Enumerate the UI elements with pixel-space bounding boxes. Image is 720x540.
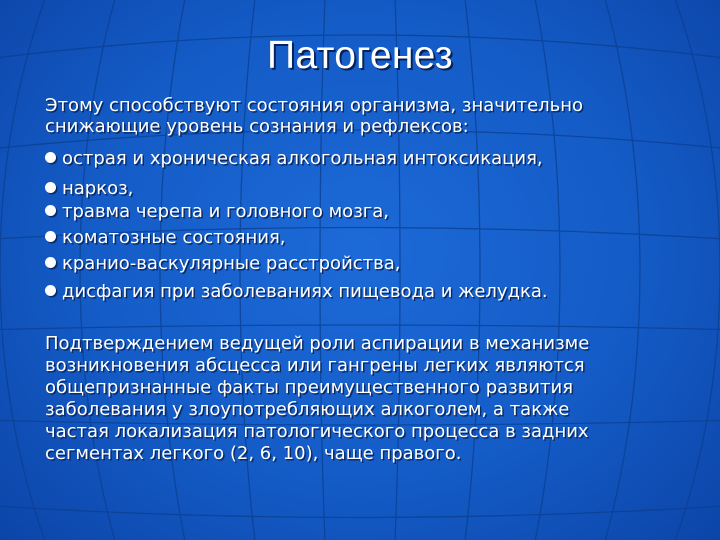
intro-line: Этому способствуют состояния организма, значительно — [45, 95, 584, 116]
paragraph-line: заболевания у злоупотребляющих алкоголем, а также — [45, 399, 570, 420]
list-item — [45, 148, 543, 169]
bullet-icon — [45, 182, 56, 193]
bullet-icon — [45, 205, 56, 216]
paragraph-line: общепризнанные факты преимущественного развития — [45, 377, 574, 398]
paragraph-line: частая локализация патологического процесса в задних — [45, 421, 589, 442]
intro-line: снижающие уровень сознания и рефлексов: — [45, 116, 469, 137]
bullet-icon — [45, 285, 56, 296]
paragraph-line: Подтверждением ведущей роли аспирации в механизме — [45, 333, 590, 354]
list-item-text: травма черепа и головного мозга, — [62, 201, 389, 222]
list-item-text: острая и хроническая алкогольная интоксикация, — [62, 148, 543, 169]
paragraph-line: возникновения абсцесса или гангрены легких являются — [45, 355, 585, 376]
list-item — [45, 178, 133, 199]
list-item — [45, 201, 389, 222]
bullet-icon — [45, 231, 56, 242]
bullet-icon — [45, 257, 56, 268]
list-item-text: дисфагия при заболеваниях пищевода и желудка. — [62, 281, 548, 302]
bullet-icon — [45, 152, 56, 163]
list-item-text: наркоз, — [62, 178, 134, 199]
list-item — [45, 227, 286, 248]
list-item — [45, 253, 401, 274]
list-item-text: кранио-васкулярные расстройства, — [62, 253, 401, 274]
list-item-text: коматозные состояния, — [62, 227, 286, 248]
paragraph-line: сегментах легкого (2, 6, 10), чаще правого. — [45, 443, 462, 464]
list-item — [45, 281, 548, 302]
slide-title: Патогенез — [267, 34, 453, 77]
